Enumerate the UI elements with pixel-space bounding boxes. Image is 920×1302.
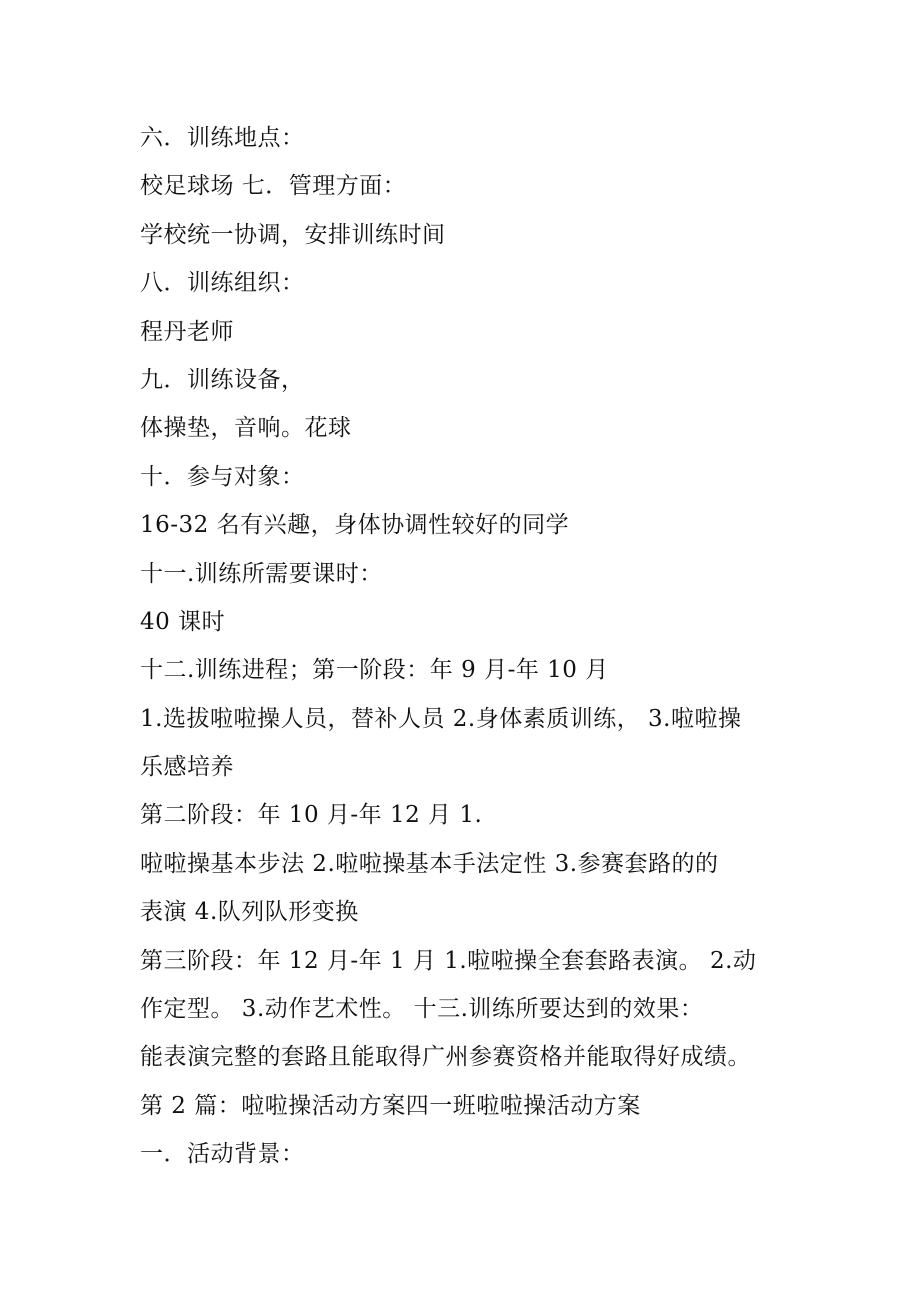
text-line: 体操垫，音响。花球 <box>140 415 352 442</box>
text-line: 第三阶段：年 12 月-年 1 月 1.啦啦操全套套路表演。 2.动 <box>140 947 757 974</box>
text-line: 十二.训练进程；第一阶段：年 9 月-年 10 月 <box>140 657 609 684</box>
text-line: 乐感培养 <box>140 754 234 781</box>
text-line: 校足球场 七．管理方面： <box>140 173 407 200</box>
text-line: 十．参与对象： <box>140 463 305 490</box>
text-line: 一．活动背景： <box>140 1141 305 1168</box>
text-line: 1.选拔啦啦操人员，替补人员 2.身体素质训练， 3.啦啦操 <box>140 705 742 732</box>
document-page <box>140 114 820 1179</box>
text-line: 啦啦操基本步法 2.啦啦操基本手法定性 3.参赛套路的的 <box>140 850 719 877</box>
text-line: 表演 4.队列队形变换 <box>140 899 359 926</box>
text-line: 40 课时 <box>140 608 226 635</box>
text-line: 第二阶段：年 10 月-年 12 月 1. <box>140 802 483 829</box>
text-line: 第 2 篇：啦啦操活动方案四一班啦啦操活动方案 <box>140 1092 641 1119</box>
text-line: 16-32 名有兴趣，身体协调性较好的同学 <box>140 512 570 539</box>
text-line: 六．训练地点： <box>140 125 305 151</box>
text-line: 十一.训练所需要课时： <box>140 560 383 587</box>
text-line: 程丹老师 <box>140 318 234 345</box>
text-line: 能表演完整的套路且能取得广州参赛资格并能取得好成绩。 <box>140 1044 751 1071</box>
text-line: 九．训练设备， <box>140 366 305 393</box>
text-line: 八．训练组织： <box>140 270 305 297</box>
text-line: 作定型。 3.动作艺术性。 十三.训练所要达到的效果： <box>140 996 704 1023</box>
text-line: 学校统一协调，安排训练时间 <box>140 221 446 248</box>
